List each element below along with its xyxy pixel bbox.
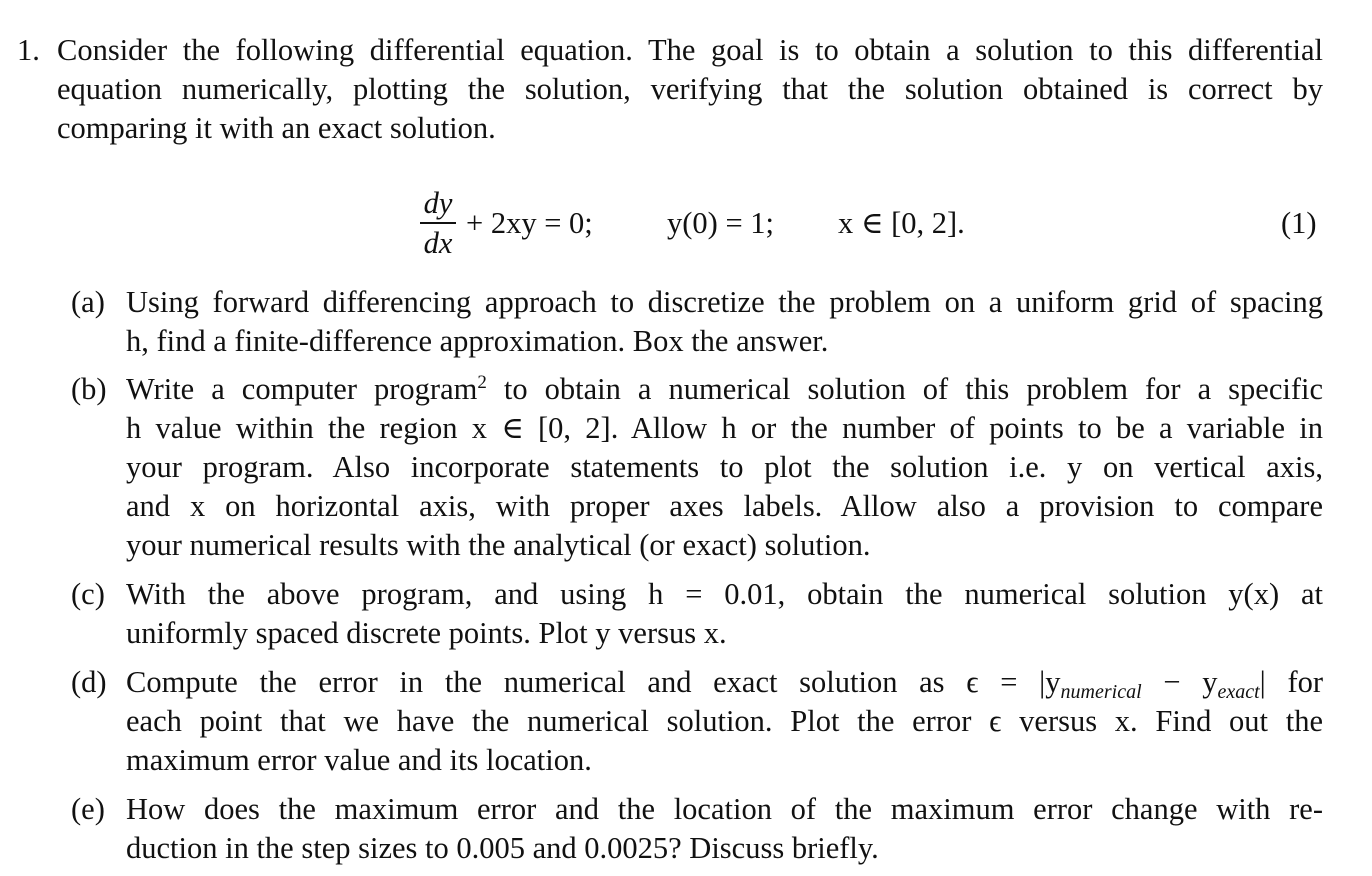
part-a-label: (a) <box>71 285 105 319</box>
footnote-marker: 2 <box>477 371 487 393</box>
equation-domain: x ∈ [0, 2]. <box>838 206 965 240</box>
part-a-line-2: h, find a finite-difference approximation. Box the answer. <box>126 324 829 358</box>
intro-line-1: Consider the following differential equation. The goal is to obtain a solution to this differential <box>57 33 1323 67</box>
equation-term: + 2xy = 0; <box>466 206 593 240</box>
part-d-line-3: maximum error value and its location. <box>126 743 592 777</box>
part-c-line-2: uniformly spaced discrete points. Plot y versus x. <box>126 616 727 650</box>
part-d-line-1-start: Compute the error in the numerical and exact solution as ϵ = |y <box>126 665 1061 699</box>
part-b-line-1-end: to obtain a numerical solution of this problem for a specific <box>486 372 1324 406</box>
fraction-numerator: dy <box>423 186 453 220</box>
part-d-line-1-end: | for <box>1259 665 1324 699</box>
subscript-numerical: numerical <box>1060 681 1142 703</box>
subscript-exact: exact <box>1217 681 1260 703</box>
equation-label: (1) <box>1281 206 1317 240</box>
part-d-line-2: each point that we have the numerical solution. Plot the error ϵ versus x. Find out the <box>126 704 1323 738</box>
part-a-line-1: Using forward differencing approach to discretize the problem on a uniform grid of spacing <box>126 285 1323 319</box>
part-b-line-5: your numerical results with the analytical (or exact) solution. <box>126 528 871 562</box>
part-b-line-2: h value within the region x ∈ [0, 2]. Allow h or the number of points to be a variable in <box>126 411 1323 445</box>
part-e-line-1: How does the maximum error and the location of the maximum error change with re- <box>126 792 1323 826</box>
problem-number: 1. <box>17 33 40 67</box>
part-d-label: (d) <box>71 665 107 699</box>
part-d-line-1-mid: − y <box>1141 665 1218 699</box>
part-b-line-4: and x on horizontal axis, with proper axes labels. Allow also a provision to compare <box>126 489 1323 523</box>
part-d-line-1 <box>126 663 1323 706</box>
derivative-fraction <box>418 186 458 266</box>
part-c-line-1: With the above program, and using h = 0.01, obtain the numerical solution y(x) at <box>126 577 1323 611</box>
intro-line-2: equation numerically, plotting the solution, verifying that the solution obtained is correct by <box>57 72 1323 106</box>
part-e-label: (e) <box>71 792 105 826</box>
part-b-line-3: your program. Also incorporate statements to plot the solution i.e. y on vertical axis, <box>126 450 1323 484</box>
part-c-label: (c) <box>71 577 105 611</box>
initial-condition: y(0) = 1; <box>667 206 774 240</box>
fraction-bar <box>420 222 456 224</box>
intro-line-3: comparing it with an exact solution. <box>57 111 496 145</box>
part-b-label: (b) <box>71 372 107 406</box>
part-b-line-1-start: Write a computer program <box>126 372 478 406</box>
part-b-line-1 <box>126 370 1323 409</box>
part-e-line-2: duction in the step sizes to 0.005 and 0.0025? Discuss briefly. <box>126 831 879 865</box>
fraction-denominator: dx <box>423 226 453 260</box>
